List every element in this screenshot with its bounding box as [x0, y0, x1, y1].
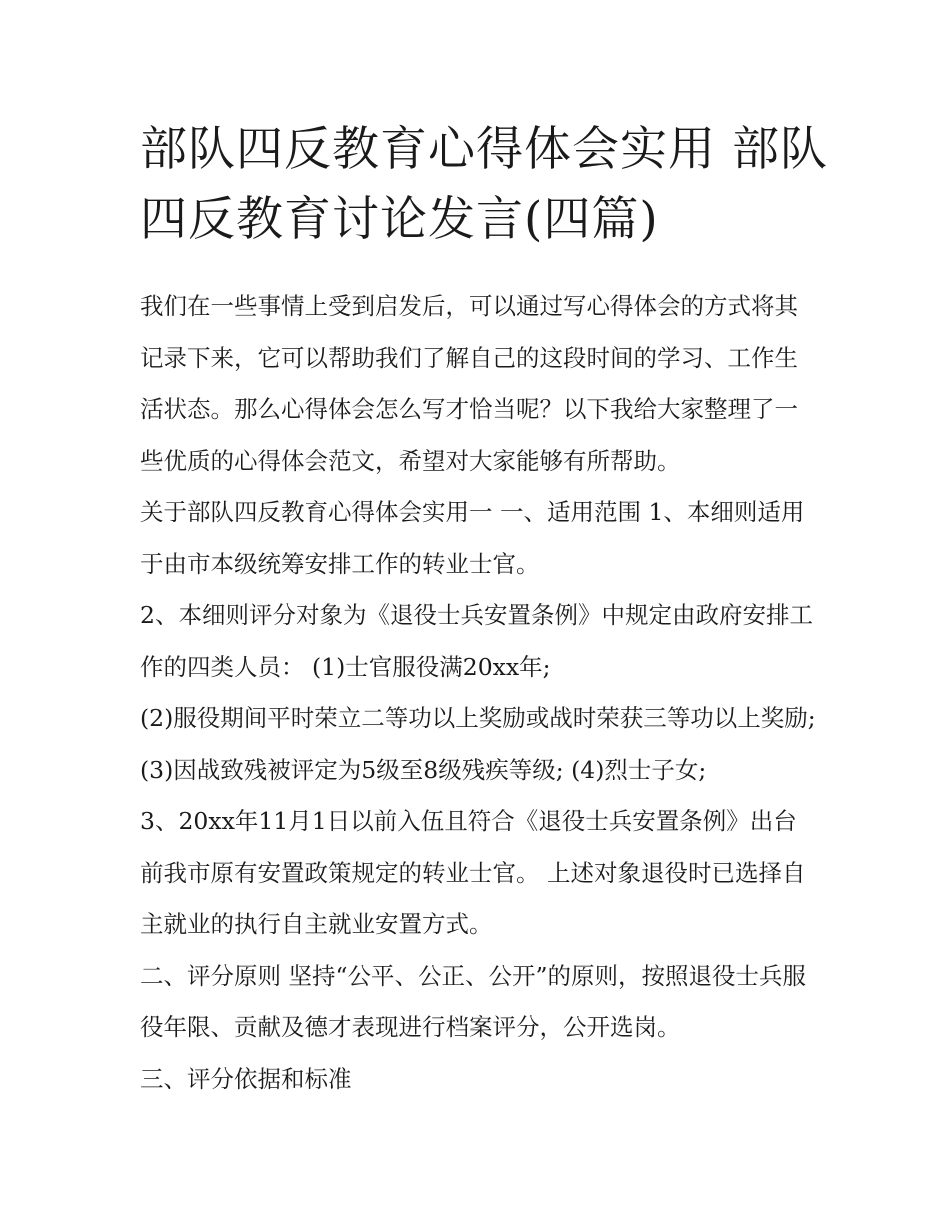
paragraph-principles: 二、评分原则 坚持“公平、公正、公开”的原则，按照退役士兵服役年限、贡献及德才表现进行档案评分，公开选岗。	[140, 961, 806, 1041]
paragraph-intro: 我们在一些事情上受到启发后，可以通过写心得体会的方式将其记录下来，它可以帮助我们了解自己的这段时间的学习、工作生活状态。那么心得体会怎么写才恰当呢？以下我给大家整理了一些优质的心得体会范文，希望对大家能够有所帮助。	[140, 292, 798, 475]
document-title: 部队四反教育心得体会实用 部队四反教育讨论发言(四篇)	[140, 122, 828, 247]
paragraph-awards: (2)服役期间平时荣立二等功以上奖励或战时荣获三等功以上奖励; (3)因战致残被评定为5级至8级残疾等级; (4)烈士子女;	[140, 704, 816, 784]
paragraph-subjects: 2、本细则评分对象为《退役士兵安置条例》中规定由政府安排工作的四类人员： (1)士官服役满20xx年;	[140, 601, 813, 681]
paragraph-criteria-heading: 三、评分依据和标准	[140, 1064, 352, 1093]
paragraph-scope: 关于部队四反教育心得体会实用一 一、适用范围 1、本细则适用于由市本级统筹安排工作的转业士官。	[140, 498, 805, 578]
paragraph-enlistment: 3、20xx年11月1日以前入伍且符合《退役士兵安置条例》出台前我市原有安置政策规定的转业士官。 上述对象退役时已选择自主就业的执行自主就业安置方式。	[140, 807, 806, 938]
document-body	[140, 281, 820, 1105]
